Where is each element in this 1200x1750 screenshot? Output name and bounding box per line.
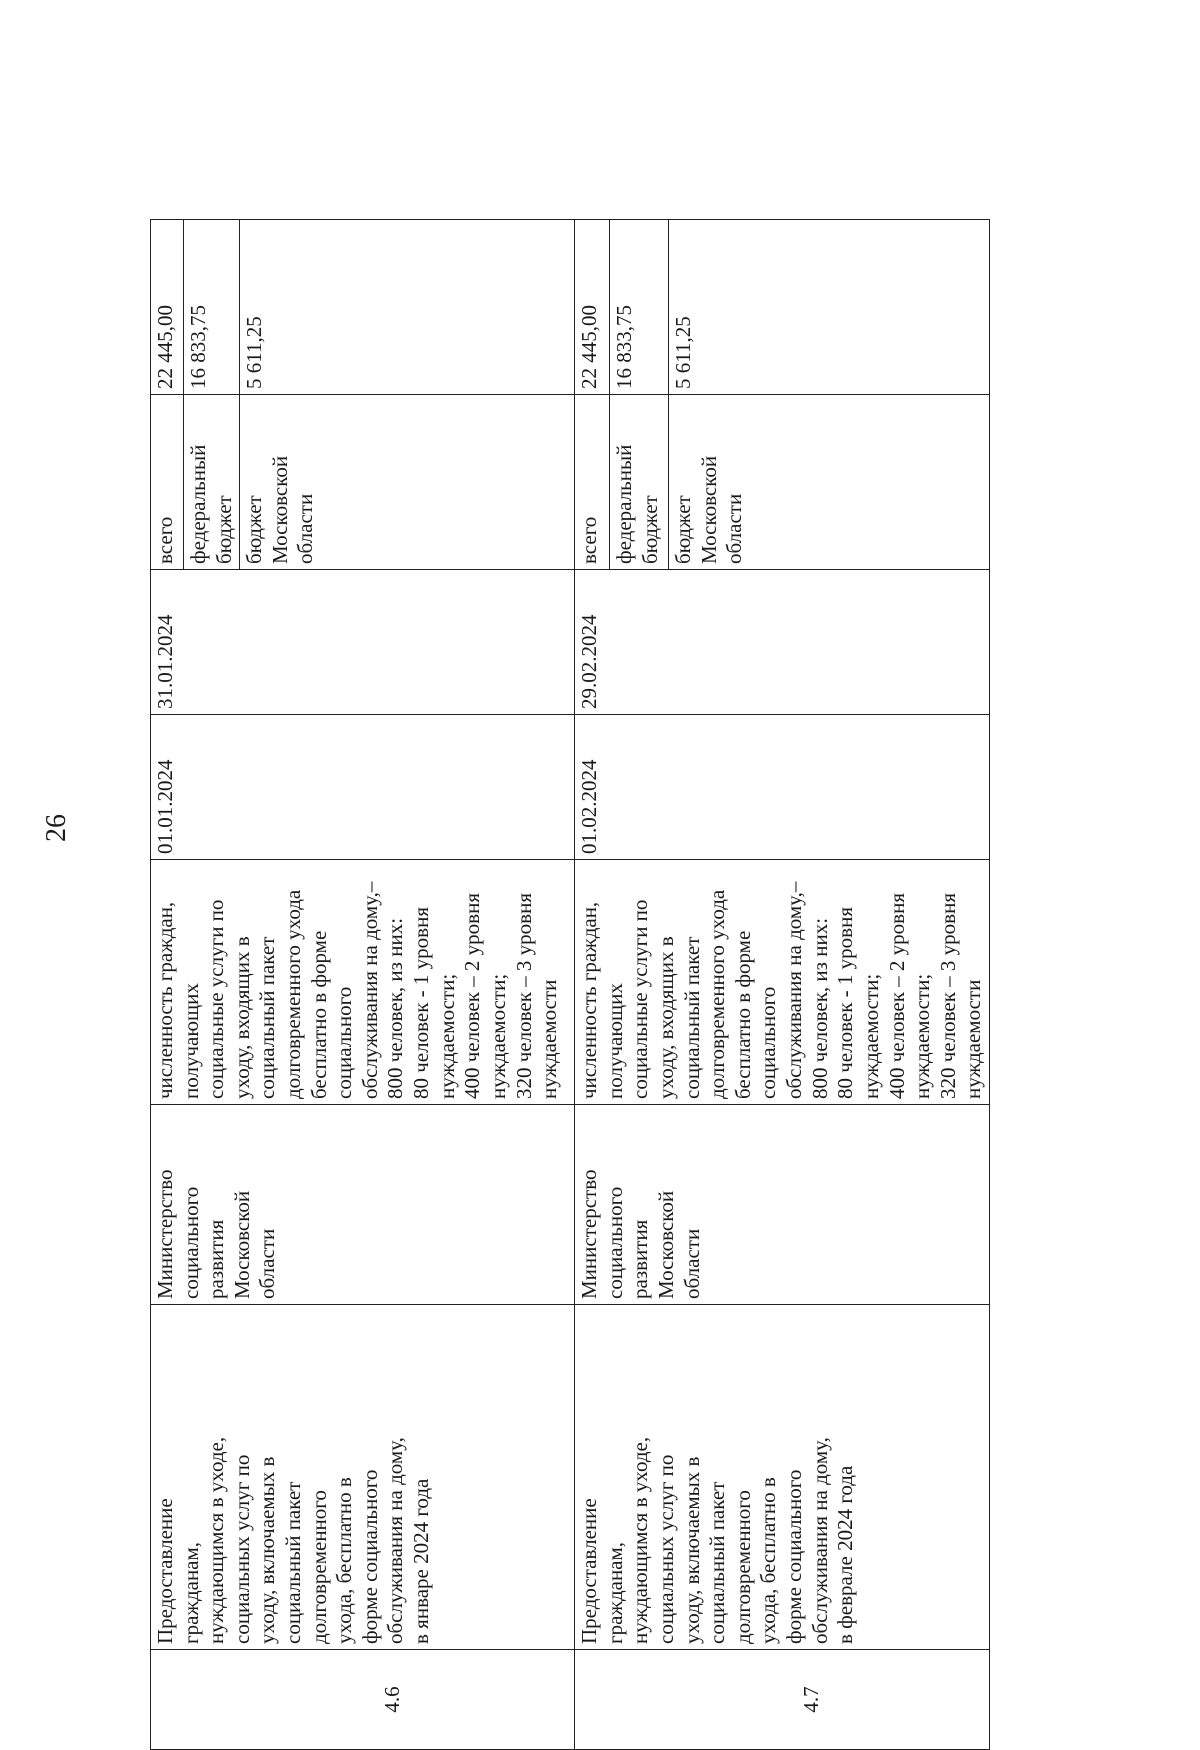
funding-amount: 22 445,00 — [153, 305, 177, 389]
measure-name-cell — [151, 1305, 575, 1650]
funding-source: бюджет Московской области — [671, 455, 747, 564]
funding-amount: 5 611,25 — [242, 316, 267, 389]
rotated-table-sheet — [150, 180, 1110, 1750]
expected-result: численность граждан, получающих социальные услуги по уходу, входящих в социальный пакет долговременного ухода бесплатно в форме социального обслуживания на дому,– 800 человек, из них: 80 человек - 1 уровня нуждаемости; 400 человек – 2 уровня нуждаемости; 320 человек – 3 уровня нуждаемости — [153, 881, 562, 1099]
executor-cell — [151, 1105, 575, 1305]
funding-amount: 16 833,75 — [611, 305, 636, 389]
funding-amount: 5 611,25 — [671, 316, 696, 389]
funding-amount: 16 833,75 — [186, 305, 210, 389]
result-cell — [575, 860, 990, 1105]
funding-amount: 22 445,00 — [577, 305, 602, 389]
funding-source-cell — [669, 395, 990, 570]
executor: Министерство социального развития Московской области — [153, 1169, 280, 1299]
end-date: 31.01.2024 — [153, 614, 177, 709]
funding-source-cell — [240, 395, 575, 570]
row-number-cell — [151, 1650, 575, 1750]
funding-amount-cell — [669, 220, 990, 395]
funding-source: федеральный бюджет — [611, 444, 662, 564]
funding-source-cell — [609, 395, 668, 570]
start-date: 01.02.2024 — [577, 759, 602, 854]
measure-name: Предоставление гражданам, нуждающимся в уходе, социальных услуг по уходу, включаемых в социальный пакет долговременного ухода, бесплатно в форме социального обслуживания на дому, в январе 2024 года — [153, 1436, 434, 1644]
row-number-cell — [575, 1650, 990, 1750]
end-date-cell — [575, 570, 990, 715]
funding-source-cell — [151, 395, 184, 570]
funding-amount-cell — [609, 220, 668, 395]
funding-amount-cell — [575, 220, 610, 395]
funding-source: федеральный бюджет — [186, 444, 236, 564]
funding-source: всего — [153, 516, 177, 564]
executor-cell — [575, 1105, 990, 1305]
measure-name-cell — [575, 1305, 990, 1650]
table-row — [151, 220, 184, 1750]
result-cell — [151, 860, 575, 1105]
start-date: 01.01.2024 — [153, 759, 177, 854]
funding-amount-cell — [151, 220, 184, 395]
table-row — [575, 220, 610, 1750]
row-number: 4.7 — [799, 1686, 824, 1713]
row-number: 4.6 — [379, 1686, 404, 1713]
start-date-cell — [151, 715, 575, 860]
measure-name: Предоставление гражданам, нуждающимся в уходе, социальных услуг по уходу, включаемых в социальный пакет долговременного ухода, бесплатно в форме социального обслуживания на дому, в феврале 2024 года — [577, 1436, 858, 1644]
executor: Министерство социального развития Московской области — [577, 1169, 704, 1299]
funding-source-cell — [575, 395, 610, 570]
funding-source: бюджет Московской области — [242, 455, 318, 564]
end-date: 29.02.2024 — [577, 614, 602, 709]
expected-result: численность граждан, получающих социальные услуги по уходу, входящих в социальный пакет долговременного ухода бесплатно в форме социального обслуживания на дому,– 800 человек, из них: 80 человек - 1 уровня нуждаемости; 400 человек – 2 уровня нуждаемости; 320 человек – 3 уровня нуждаемости — [577, 881, 986, 1099]
measures-table — [150, 219, 990, 1750]
start-date-cell — [575, 715, 990, 860]
funding-source-cell — [184, 395, 240, 570]
end-date-cell — [151, 570, 575, 715]
funding-amount-cell — [184, 220, 240, 395]
funding-source: всего — [577, 516, 602, 564]
page-number: 26 — [41, 814, 72, 842]
funding-amount-cell — [240, 220, 575, 395]
